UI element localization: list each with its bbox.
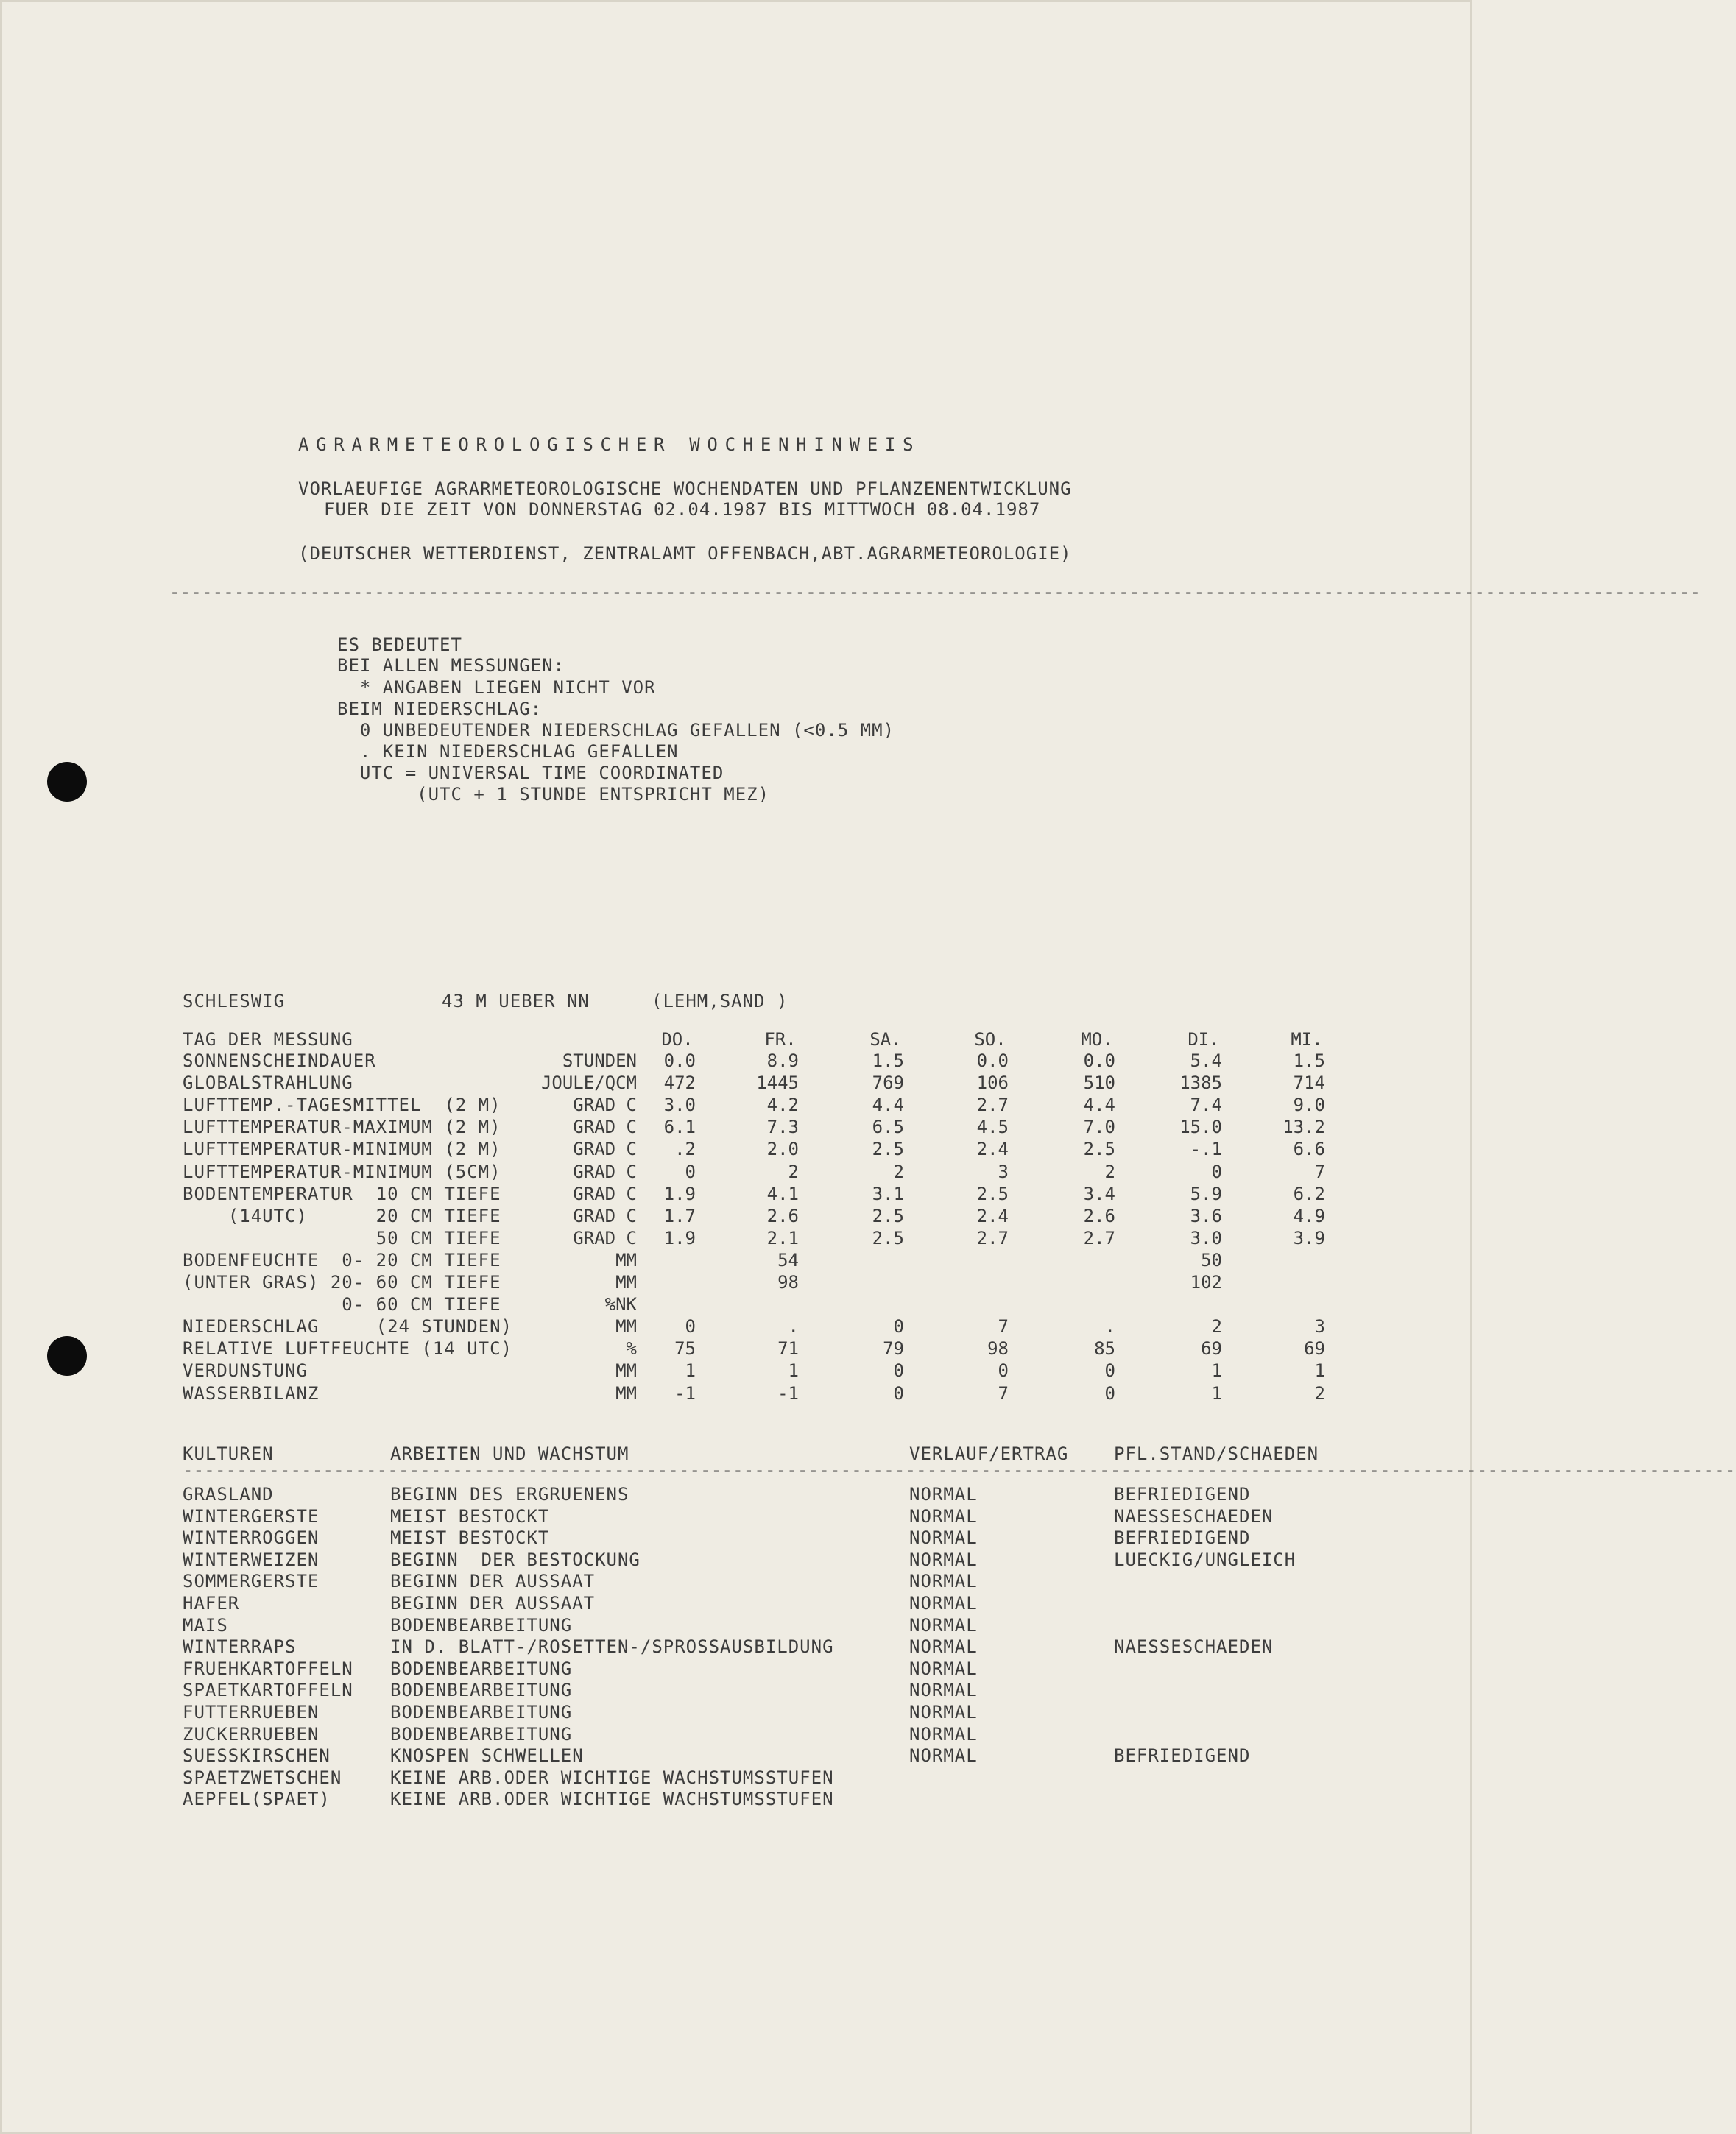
legend-line: ES BEDEUTET <box>337 635 462 655</box>
measurement-cell: 1.7 <box>663 1205 696 1226</box>
day-header: DI. <box>1188 1029 1220 1050</box>
measurement-cell: 4.2 <box>766 1095 799 1116</box>
measurement-label: 50 CM TIEFE <box>183 1227 501 1248</box>
measurement-cell: 2.5 <box>1083 1139 1115 1160</box>
measurement-cell: 2.7 <box>1083 1227 1115 1248</box>
measurement-label: WASSERBILANZ <box>183 1382 320 1404</box>
station-soil: (LEHM,SAND ) <box>652 991 788 1011</box>
measurement-unit: %NK <box>604 1294 637 1315</box>
measurement-cell: . <box>1104 1316 1115 1338</box>
measurement-cell: 0.0 <box>663 1050 696 1071</box>
measurement-cell: 6.1 <box>663 1117 696 1138</box>
measurement-cell: 7.4 <box>1190 1095 1222 1116</box>
measurement-cell: 714 <box>1293 1073 1325 1094</box>
subtitle-line-2: FUER DIE ZEIT VON DONNERSTAG 02.04.1987 BIS MITTWOCH 08.04.1987 <box>324 499 1041 520</box>
crop-arbeiten: BEGINN DER AUSSAAT <box>390 1593 596 1614</box>
measurement-unit: STUNDEN <box>562 1050 637 1071</box>
measurement-cell: 1445 <box>756 1073 799 1094</box>
measurement-label: LUFTTEMPERATUR-MINIMUM (2 M) <box>183 1139 501 1160</box>
measurement-cell: 1385 <box>1179 1073 1222 1094</box>
measurement-cell: 1 <box>1211 1360 1222 1382</box>
measurement-cell: 4.1 <box>766 1183 799 1204</box>
measurement-cell: 4.9 <box>1293 1205 1325 1226</box>
measurement-cell: 4.4 <box>872 1095 904 1116</box>
measurement-label: LUFTTEMP.-TAGESMITTEL (2 M) <box>183 1095 501 1116</box>
crop-verlauf: NORMAL <box>909 1527 978 1549</box>
measurement-cell: 2.1 <box>766 1227 799 1248</box>
separator-crops: ------------------------------------------------------------------------------------------------------------------------------------------------ <box>183 1460 1736 1480</box>
measurement-label: (14UTC) 20 CM TIEFE <box>183 1205 501 1226</box>
crops-header-kultur: KULTUREN <box>183 1444 274 1464</box>
measurement-cell: 1 <box>685 1360 696 1382</box>
legend-line: BEIM NIEDERSCHLAG: <box>337 699 543 719</box>
crops-header-arbeiten: ARBEITEN UND WACHSTUM <box>390 1444 629 1464</box>
measurement-cell: 0 <box>1211 1161 1222 1182</box>
measurement-cell: 3.6 <box>1190 1205 1222 1226</box>
crop-kultur: HAFER <box>183 1593 240 1614</box>
measurement-cell: 2.6 <box>1083 1205 1115 1226</box>
crops-header-stand: PFL.STAND/SCHAEDEN <box>1114 1444 1319 1464</box>
measurement-unit: GRAD C <box>573 1161 637 1182</box>
measurement-cell: 3.0 <box>663 1095 696 1116</box>
measurement-cell: 2 <box>788 1161 799 1182</box>
measurement-cell: 98 <box>777 1272 799 1293</box>
measurement-unit: MM <box>615 1382 637 1404</box>
measurement-cell: 3.1 <box>872 1183 904 1204</box>
measurement-label: VERDUNSTUNG <box>183 1360 308 1382</box>
measurement-cell: 7 <box>998 1316 1009 1338</box>
measurement-cell: 85 <box>1094 1338 1115 1360</box>
legend-line: . KEIN NIEDERSCHLAG GEFALLEN <box>337 741 679 762</box>
measurement-cell: 0 <box>685 1316 696 1338</box>
source-line: (DEUTSCHER WETTERDIENST, ZENTRALAMT OFFENBACH,ABT.AGRARMETEOROLOGIE) <box>298 543 1072 564</box>
measurement-cell: 2.4 <box>976 1139 1009 1160</box>
crop-kultur: WINTERROGGEN <box>183 1527 320 1549</box>
crop-arbeiten: KEINE ARB.ODER WICHTIGE WACHSTUMSSTUFEN <box>390 1767 834 1788</box>
measurement-label: GLOBALSTRAHLUNG <box>183 1073 353 1094</box>
crop-arbeiten: MEIST BESTOCKT <box>390 1527 550 1549</box>
measurement-cell: 1 <box>1314 1360 1325 1382</box>
crop-kultur: MAIS <box>183 1614 228 1636</box>
measurement-cell: 0.0 <box>1083 1050 1115 1071</box>
day-header: FR. <box>764 1029 797 1050</box>
measurement-cell: 2.7 <box>976 1227 1009 1248</box>
measurement-unit: JOULE/QCM <box>540 1073 637 1094</box>
crop-arbeiten: BEGINN DER BESTOCKUNG <box>390 1549 641 1570</box>
measurement-cell: 769 <box>872 1073 904 1094</box>
legend-line: BEI ALLEN MESSUNGEN: <box>337 655 565 676</box>
crop-kultur: SOMMERGERSTE <box>183 1571 320 1592</box>
day-header: MO. <box>1081 1029 1113 1050</box>
measurement-unit: GRAD C <box>573 1139 637 1160</box>
measurement-cell: 75 <box>674 1338 696 1360</box>
measurement-unit: GRAD C <box>573 1227 637 1248</box>
crop-verlauf: NORMAL <box>909 1680 978 1701</box>
measurement-cell: 4.5 <box>976 1117 1009 1138</box>
measurement-label: 0- 60 CM TIEFE <box>183 1294 501 1315</box>
measurement-unit: MM <box>615 1316 637 1338</box>
crop-arbeiten: BODENBEARBEITUNG <box>390 1702 573 1723</box>
measurement-cell: 79 <box>883 1338 904 1360</box>
measurement-label: BODENTEMPERATUR 10 CM TIEFE <box>183 1183 501 1204</box>
measurement-cell: 6.6 <box>1293 1139 1325 1160</box>
crop-kultur: WINTERWEIZEN <box>183 1549 320 1570</box>
measurement-cell: 5.4 <box>1190 1050 1222 1071</box>
measurement-cell: 7 <box>1314 1161 1325 1182</box>
measurement-unit: % <box>626 1338 637 1360</box>
measurement-cell: 0 <box>1104 1382 1115 1404</box>
measurement-cell: 2.4 <box>976 1205 1009 1226</box>
measurement-cell: 1.9 <box>663 1183 696 1204</box>
measurement-unit: GRAD C <box>573 1095 637 1116</box>
crop-kultur: SPAETKARTOFFELN <box>183 1680 353 1701</box>
measurement-cell: 4.4 <box>1083 1095 1115 1116</box>
measurement-cell: 8.9 <box>766 1050 799 1071</box>
station-elevation: 43 M UEBER NN <box>442 991 590 1011</box>
day-label: TAG DER MESSUNG <box>183 1029 353 1050</box>
crop-kultur: SUESSKIRSCHEN <box>183 1745 331 1767</box>
crop-arbeiten: BODENBEARBEITUNG <box>390 1614 573 1636</box>
measurement-cell: 2 <box>893 1161 904 1182</box>
measurement-cell: 1.5 <box>872 1050 904 1071</box>
crop-arbeiten: BODENBEARBEITUNG <box>390 1658 573 1679</box>
measurement-cell: 2.5 <box>872 1227 904 1248</box>
measurement-cell: 7.0 <box>1083 1117 1115 1138</box>
measurement-cell: 2.5 <box>976 1183 1009 1204</box>
crop-kultur: AEPFEL(SPAET) <box>183 1789 331 1810</box>
measurement-cell: 54 <box>777 1249 799 1271</box>
crop-arbeiten: MEIST BESTOCKT <box>390 1505 550 1527</box>
measurement-cell: 3.9 <box>1293 1227 1325 1248</box>
measurement-cell: 1 <box>1211 1382 1222 1404</box>
measurement-cell: 2.6 <box>766 1205 799 1226</box>
measurement-cell: .2 <box>674 1139 696 1160</box>
measurement-cell: 9.0 <box>1293 1095 1325 1116</box>
crops-header-verlauf: VERLAUF/ERTRAG <box>909 1444 1069 1464</box>
crop-arbeiten: BEGINN DER AUSSAAT <box>390 1571 596 1592</box>
crop-stand: BEFRIEDIGEND <box>1114 1745 1251 1767</box>
measurement-cell: 2 <box>1314 1382 1325 1404</box>
crop-arbeiten: BODENBEARBEITUNG <box>390 1723 573 1745</box>
crop-verlauf: NORMAL <box>909 1658 978 1679</box>
measurement-cell: 98 <box>987 1338 1009 1360</box>
legend-line: UTC = UNIVERSAL TIME COORDINATED <box>337 763 724 783</box>
measurement-cell: 510 <box>1083 1073 1115 1094</box>
crop-verlauf: NORMAL <box>909 1702 978 1723</box>
measurement-cell: 1 <box>788 1360 799 1382</box>
measurement-cell: 7 <box>998 1382 1009 1404</box>
crop-stand: BEFRIEDIGEND <box>1114 1484 1251 1505</box>
measurement-unit: MM <box>615 1249 637 1271</box>
measurement-cell: 0 <box>893 1382 904 1404</box>
measurement-label: SONNENSCHEINDAUER <box>183 1050 376 1071</box>
measurement-cell: 5.9 <box>1190 1183 1222 1204</box>
measurement-cell: 3 <box>998 1161 1009 1182</box>
crop-verlauf: NORMAL <box>909 1484 978 1505</box>
measurement-cell: 3.4 <box>1083 1183 1115 1204</box>
measurement-cell: 2 <box>1104 1161 1115 1182</box>
measurement-cell: 2 <box>1211 1316 1222 1338</box>
crop-verlauf: NORMAL <box>909 1636 978 1658</box>
measurement-cell: 0 <box>685 1161 696 1182</box>
measurement-unit: MM <box>615 1360 637 1382</box>
crop-arbeiten: KNOSPEN SCHWELLEN <box>390 1745 584 1767</box>
measurement-cell: 50 <box>1201 1249 1222 1271</box>
measurement-cell: 69 <box>1304 1338 1325 1360</box>
separator-top: ---------------------------------------------------------------------------------------------------------------------------------------------- <box>169 582 1701 602</box>
measurement-cell: 102 <box>1190 1272 1222 1293</box>
crop-verlauf: NORMAL <box>909 1745 978 1767</box>
measurement-cell: 3.0 <box>1190 1227 1222 1248</box>
crop-stand: LUECKIG/UNGLEICH <box>1114 1549 1296 1570</box>
measurement-cell: 472 <box>663 1073 696 1094</box>
crop-kultur: FUTTERRUEBEN <box>183 1702 320 1723</box>
measurement-cell: 106 <box>976 1073 1009 1094</box>
crop-verlauf: NORMAL <box>909 1614 978 1636</box>
crop-verlauf: NORMAL <box>909 1593 978 1614</box>
measurement-unit: GRAD C <box>573 1183 637 1204</box>
crop-verlauf: NORMAL <box>909 1571 978 1592</box>
document-title: AGRARMETEOROLOGISCHER WOCHENHINWEIS <box>298 434 921 455</box>
crop-kultur: GRASLAND <box>183 1484 274 1505</box>
measurement-cell: 0 <box>893 1360 904 1382</box>
crop-verlauf: NORMAL <box>909 1505 978 1527</box>
measurement-cell: 1.5 <box>1293 1050 1325 1071</box>
measurement-cell: -.1 <box>1190 1139 1222 1160</box>
punch-hole-bottom <box>47 1336 87 1376</box>
crop-kultur: ZUCKERRUEBEN <box>183 1723 320 1745</box>
crop-arbeiten: KEINE ARB.ODER WICHTIGE WACHSTUMSSTUFEN <box>390 1789 834 1810</box>
punch-hole-top <box>47 762 87 802</box>
measurement-cell: -1 <box>674 1382 696 1404</box>
measurement-label: BODENFEUCHTE 0- 20 CM TIEFE <box>183 1249 501 1271</box>
crop-kultur: FRUEHKARTOFFELN <box>183 1658 353 1679</box>
measurement-cell: -1 <box>777 1382 799 1404</box>
crop-kultur: SPAETZWETSCHEN <box>183 1767 342 1788</box>
crop-arbeiten: BEGINN DES ERGRUENENS <box>390 1484 629 1505</box>
legend-line: 0 UNBEDEUTENDER NIEDERSCHLAG GEFALLEN (<0.5 MM) <box>337 720 895 741</box>
measurement-cell: 3 <box>1314 1316 1325 1338</box>
day-header: DO. <box>661 1029 694 1050</box>
measurement-cell: 0.0 <box>976 1050 1009 1071</box>
measurement-cell: . <box>788 1316 799 1338</box>
measurement-label: LUFTTEMPERATUR-MINIMUM (5CM) <box>183 1161 501 1182</box>
station-name: SCHLESWIG <box>183 991 286 1011</box>
crop-kultur: WINTERRAPS <box>183 1636 297 1658</box>
measurement-label: LUFTTEMPERATUR-MAXIMUM (2 M) <box>183 1117 501 1138</box>
measurement-cell: 15.0 <box>1179 1117 1222 1138</box>
measurement-cell: 2.5 <box>872 1139 904 1160</box>
measurement-cell: 2.5 <box>872 1205 904 1226</box>
day-header: SA. <box>869 1029 902 1050</box>
measurement-cell: 6.5 <box>872 1117 904 1138</box>
measurement-cell: 6.2 <box>1293 1183 1325 1204</box>
day-header: MI. <box>1291 1029 1323 1050</box>
crop-stand: NAESSESCHAEDEN <box>1114 1505 1274 1527</box>
measurement-unit: GRAD C <box>573 1117 637 1138</box>
measurement-label: (UNTER GRAS) 20- 60 CM TIEFE <box>183 1272 501 1293</box>
measurement-cell: 7.3 <box>766 1117 799 1138</box>
measurement-cell: 2.7 <box>976 1095 1009 1116</box>
measurement-cell: 2.0 <box>766 1139 799 1160</box>
crop-arbeiten: IN D. BLATT-/ROSETTEN-/SPROSSAUSBILDUNG <box>390 1636 834 1658</box>
measurement-label: NIEDERSCHLAG (24 STUNDEN) <box>183 1316 513 1338</box>
day-header: SO. <box>974 1029 1006 1050</box>
measurement-cell: 0 <box>893 1316 904 1338</box>
crop-verlauf: NORMAL <box>909 1549 978 1570</box>
legend-line: (UTC + 1 STUNDE ENTSPRICHT MEZ) <box>337 784 770 805</box>
crop-verlauf: NORMAL <box>909 1723 978 1745</box>
crop-kultur: WINTERGERSTE <box>183 1505 320 1527</box>
measurement-cell: 71 <box>777 1338 799 1360</box>
measurement-cell: 69 <box>1201 1338 1222 1360</box>
measurement-cell: 13.2 <box>1282 1117 1325 1138</box>
crop-stand: NAESSESCHAEDEN <box>1114 1636 1274 1658</box>
measurement-unit: MM <box>615 1272 637 1293</box>
legend-line: * ANGABEN LIEGEN NICHT VOR <box>337 677 656 698</box>
measurement-cell: 1.9 <box>663 1227 696 1248</box>
measurement-unit: GRAD C <box>573 1205 637 1226</box>
measurement-cell: 0 <box>998 1360 1009 1382</box>
subtitle-line-1: VORLAEUFIGE AGRARMETEOROLOGISCHE WOCHENDATEN UND PFLANZENENTWICKLUNG <box>298 478 1072 499</box>
measurement-cell: 0 <box>1104 1360 1115 1382</box>
measurement-label: RELATIVE LUFTFEUCHTE (14 UTC) <box>183 1338 513 1360</box>
crop-arbeiten: BODENBEARBEITUNG <box>390 1680 573 1701</box>
crop-stand: BEFRIEDIGEND <box>1114 1527 1251 1549</box>
